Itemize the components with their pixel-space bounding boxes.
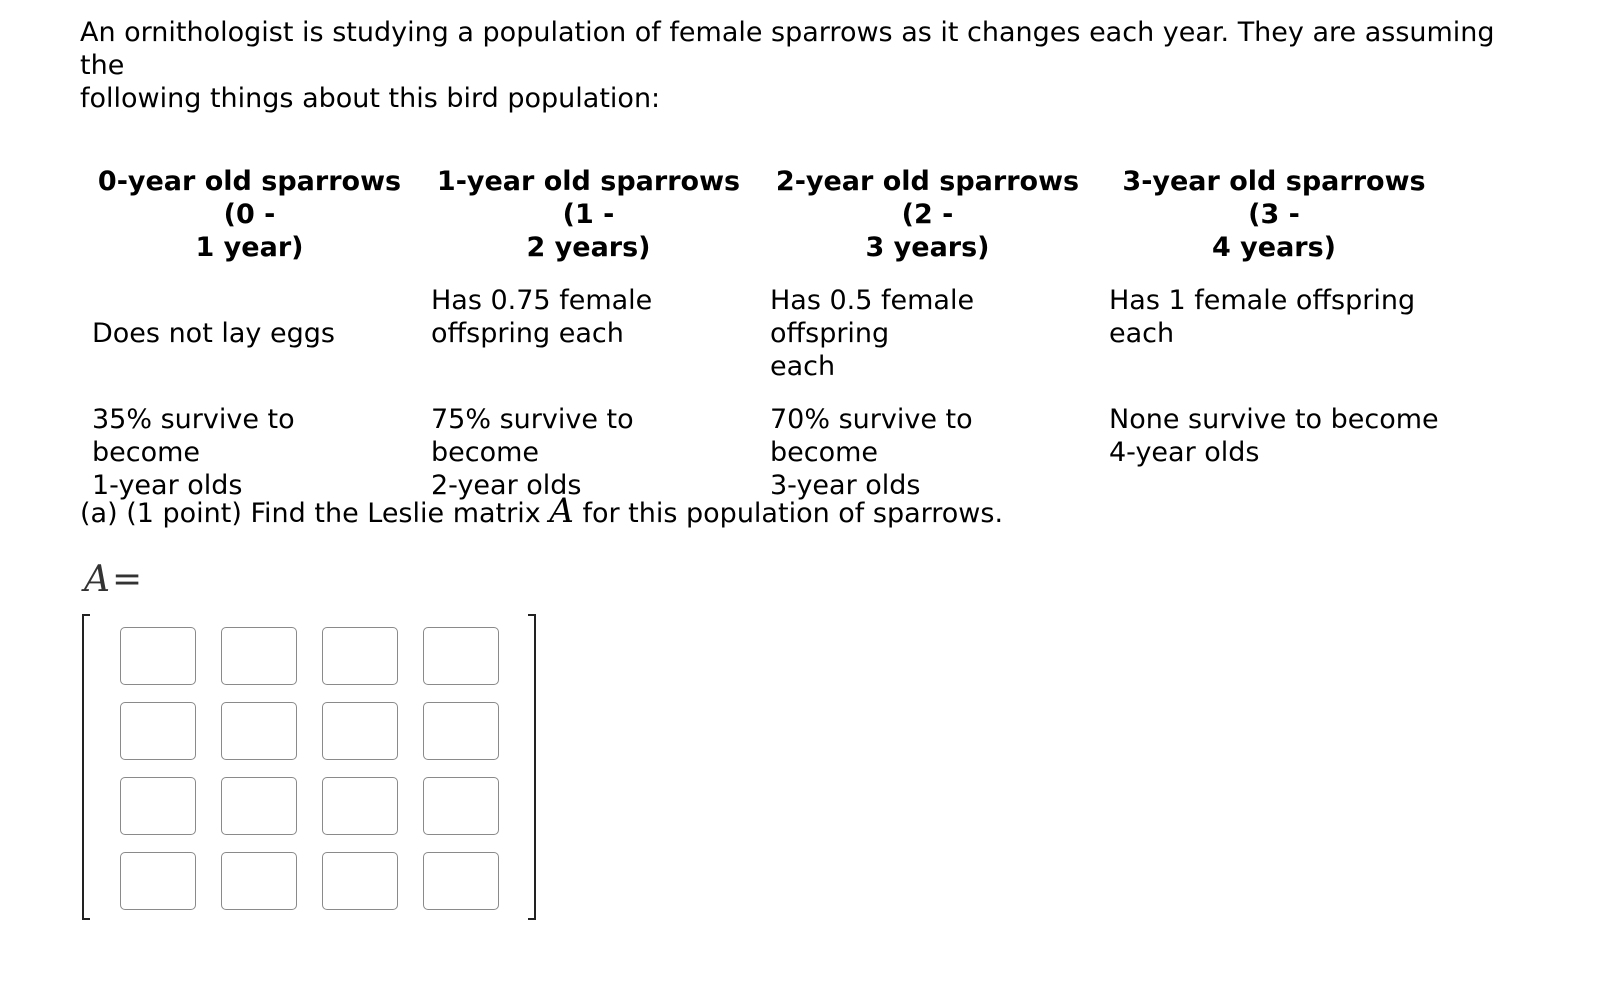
matrix-cell-4-3[interactable] [322, 852, 398, 910]
matrix-variable: A [84, 559, 110, 600]
matrix-cell-1-4[interactable] [423, 627, 499, 685]
matrix-label [84, 560, 142, 600]
fecundity-age-3-line-1: Has 1 female offspring [1109, 285, 1416, 316]
header-age-0-line-2: 1 year) [195, 232, 304, 263]
matrix-cell-1-2[interactable] [221, 627, 297, 685]
survival-age-0-line-1: 35% survive to become [92, 404, 295, 468]
header-age-3-line-2: 4 years) [1211, 232, 1337, 263]
header-age-1-line-1: 1-year old sparrows (1 - [436, 166, 741, 230]
matrix-cell-2-2[interactable] [221, 702, 297, 760]
fecundity-age-1 [419, 274, 758, 393]
matrix-cell-3-1[interactable] [120, 777, 196, 835]
survival-age-3-line-1: None survive to become [1109, 404, 1439, 435]
fecundity-age-2-line-1: Has 0.5 female offspring [770, 285, 975, 349]
survival-age-3 [1097, 393, 1451, 512]
matrix-right-bracket [528, 614, 536, 920]
survival-age-0-line-2: 1-year olds [92, 470, 243, 501]
sparrow-info-table [80, 163, 1451, 512]
header-age-3-line-1: 3-year old sparrows (3 - [1122, 166, 1426, 230]
intro-line-2: following things about this bird population: [80, 83, 661, 114]
survival-age-3-line-2: 4-year olds [1109, 437, 1260, 468]
question-text [80, 491, 1004, 531]
survival-age-1-line-2: 2-year olds [431, 470, 582, 501]
problem-intro [80, 16, 1520, 115]
header-age-1 [419, 163, 758, 274]
header-age-0 [80, 163, 419, 274]
matrix-cell-3-2[interactable] [221, 777, 297, 835]
table-header-row [80, 163, 1451, 274]
header-age-3 [1097, 163, 1451, 274]
header-age-2 [758, 163, 1097, 274]
matrix-cell-2-1[interactable] [120, 702, 196, 760]
intro-line-1: An ornithologist is studying a population of female sparrows as it changes each year. They are assuming the [80, 17, 1495, 81]
matrix-cell-1-3[interactable] [322, 627, 398, 685]
fecundity-age-3-line-2: each [1109, 318, 1175, 349]
header-age-1-line-2: 2 years) [526, 232, 651, 263]
fecundity-age-0 [80, 274, 419, 393]
matrix-cell-3-4[interactable] [423, 777, 499, 835]
header-age-2-line-1: 2-year old sparrows (2 - [775, 166, 1080, 230]
fecundity-age-2-line-2: each [770, 351, 836, 382]
fecundity-age-3 [1097, 274, 1451, 393]
fecundity-age-1-line-1: Has 0.75 female [431, 285, 653, 316]
question-suffix: for this population of sparrows. [582, 498, 1004, 529]
leslie-matrix-input-grid [120, 627, 499, 910]
matrix-cell-4-1[interactable] [120, 852, 196, 910]
question-variable: A [549, 491, 574, 531]
header-age-0-line-1: 0-year old sparrows (0 - [97, 166, 402, 230]
matrix-left-bracket [82, 614, 90, 920]
matrix-equals-sign: = [112, 559, 143, 600]
fecundity-age-2 [758, 274, 1097, 393]
fecundity-row [80, 274, 1451, 393]
survival-age-1-line-1: 75% survive to become [431, 404, 634, 468]
fecundity-age-1-line-2: offspring each [431, 318, 624, 349]
matrix-cell-1-1[interactable] [120, 627, 196, 685]
survival-age-2-line-1: 70% survive to become [770, 404, 973, 468]
question-prefix: (a) (1 point) Find the Leslie matrix [80, 498, 541, 529]
header-age-2-line-2: 3 years) [865, 232, 990, 263]
matrix-cell-2-4[interactable] [423, 702, 499, 760]
matrix-cell-4-2[interactable] [221, 852, 297, 910]
fecundity-age-0-line-1: Does not lay eggs [92, 318, 335, 349]
matrix-cell-3-3[interactable] [322, 777, 398, 835]
matrix-cell-4-4[interactable] [423, 852, 499, 910]
survival-age-2-line-2: 3-year olds [770, 470, 921, 501]
matrix-cell-2-3[interactable] [322, 702, 398, 760]
